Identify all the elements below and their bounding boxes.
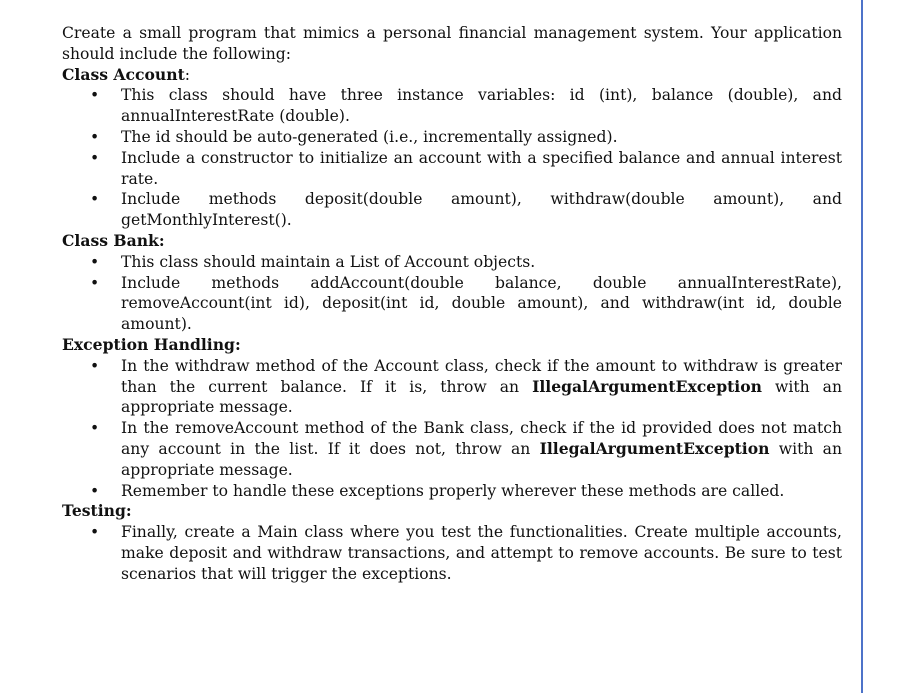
section-class-bank	[62, 231, 842, 335]
bullet-list	[62, 252, 842, 335]
bullet-icon: •	[90, 419, 100, 438]
bullet-icon: •	[90, 148, 100, 167]
list-item-text: This class should have three instance variables: id (int), balance (double), and annualInterestRate (double).	[121, 86, 842, 126]
section-heading	[62, 335, 842, 356]
list-item-text-post: with an appropriate message.	[121, 439, 842, 479]
bullet-list	[62, 356, 842, 502]
section-exception-handling	[62, 335, 842, 501]
section-title: Class Bank:	[62, 230, 165, 250]
list-item	[62, 356, 842, 418]
list-item-text-pre: In the removeAccount method of the Bank class, check if the id provided does not match any account in the list. If it does not, throw an	[121, 419, 842, 458]
bullet-icon: •	[90, 481, 100, 500]
section-heading	[62, 231, 842, 252]
bullet-icon: •	[90, 356, 100, 375]
bullet-icon: •	[90, 86, 100, 105]
section-title: Exception Handling:	[62, 334, 241, 354]
document-body	[62, 23, 842, 585]
list-item	[62, 127, 842, 148]
list-item-text: Remember to handle these exceptions properly wherever these methods are called.	[121, 481, 785, 500]
list-item-text-pre: In the withdraw method of the Account class, check if the amount to withdraw is greater than the current balance. If it is, throw an	[121, 356, 842, 396]
page-right-border	[861, 0, 863, 693]
bullet-list	[62, 85, 842, 231]
bullet-icon: •	[90, 523, 100, 542]
list-item	[62, 85, 842, 127]
list-item	[62, 252, 842, 273]
list-item	[62, 148, 842, 190]
list-item	[62, 522, 842, 584]
section-title: Testing:	[62, 501, 132, 521]
bullet-list	[62, 522, 842, 584]
bullet-icon: •	[90, 252, 100, 271]
section-class-account	[62, 65, 842, 231]
bullet-icon: •	[90, 190, 100, 209]
list-item-text: This class should maintain a List of Account objects.	[121, 252, 536, 271]
bullet-icon: •	[90, 273, 100, 292]
list-item-text: Finally, create a Main class where you test the functionalities. Create multiple accounts, make deposit and withdraw transactions, and attempt to remove accounts. Be sure to test scenarios that will trigger the exceptions.	[121, 523, 842, 583]
list-item	[62, 273, 842, 335]
exception-name: IllegalArgumentException	[532, 376, 762, 396]
bullet-icon: •	[90, 127, 100, 146]
section-testing	[62, 501, 842, 584]
list-item	[62, 189, 842, 231]
section-title: Class Account	[62, 64, 185, 84]
exception-name: IllegalArgumentException	[539, 438, 770, 458]
list-item-text: Include methods deposit(double amount), withdraw(double amount), and getMonthlyInterest().	[121, 190, 842, 230]
list-item	[62, 481, 842, 502]
section-heading	[62, 65, 842, 86]
section-heading	[62, 501, 842, 522]
list-item-text-post: with an appropriate message.	[121, 377, 842, 417]
intro-paragraph: Create a small program that mimics a personal financial management system. Your application should include the following:	[62, 24, 842, 63]
section-title-suffix: :	[184, 65, 191, 84]
list-item	[62, 418, 842, 480]
list-item-text: Include a constructor to initialize an account with a specified balance and annual interest rate.	[121, 148, 842, 188]
list-item-text: The id should be auto-generated (i.e., incrementally assigned).	[121, 127, 618, 146]
list-item-text: Include methods addAccount(double balance, double annualInterestRate), removeAccount(int id), deposit(int id, double amount), and withdraw(int id, double amount).	[121, 273, 842, 334]
